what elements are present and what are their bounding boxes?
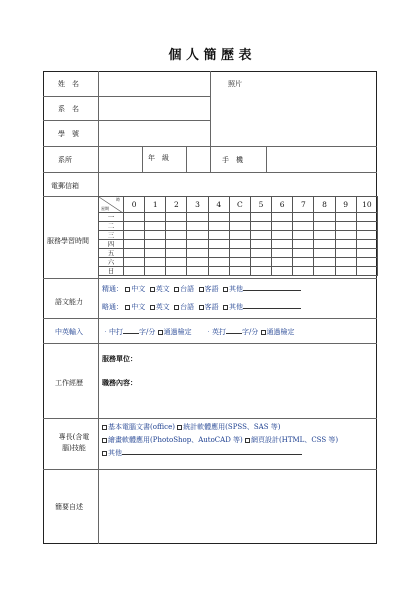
en-unit: 字/分 [241,328,259,336]
checkbox[interactable] [177,425,182,430]
time-cell[interactable] [250,240,271,249]
time-cell[interactable] [145,213,166,222]
time-cell[interactable] [356,249,377,258]
option-label: 中文 [131,303,146,311]
time-cell[interactable] [166,258,187,267]
skill-graphic: 繪畫軟體應用(PhotoShop、AutoCAD 等) [108,436,243,444]
time-cell[interactable] [314,213,335,222]
checkbox[interactable] [102,451,107,456]
time-cell[interactable] [356,231,377,240]
day-label: 六 [99,258,124,267]
time-cell[interactable] [272,249,293,258]
time-cell[interactable] [187,267,208,276]
time-cell[interactable] [314,231,335,240]
time-cell[interactable] [124,213,145,222]
time-cell[interactable] [272,258,293,267]
time-cell[interactable] [293,240,314,249]
checkbox[interactable] [199,287,204,292]
time-cell[interactable] [335,231,356,240]
skills-label-line1: 專長(含電 [58,433,90,441]
time-cell[interactable] [124,240,145,249]
time-cell[interactable] [356,258,377,267]
time-cell[interactable] [124,231,145,240]
time-cell[interactable] [272,240,293,249]
mobile-label: 手 機 [222,156,243,164]
name-label: 姓 名 [58,80,79,88]
time-cell[interactable] [208,258,229,267]
time-cell[interactable] [124,258,145,267]
time-cell[interactable] [335,267,356,276]
hour-header: 9 [335,197,356,213]
hour-header: 10 [356,197,377,213]
time-cell[interactable] [272,213,293,222]
other-skill-blank[interactable] [122,454,302,455]
time-cell[interactable] [335,249,356,258]
class-label: 系所 [58,156,72,164]
time-cell[interactable] [166,231,187,240]
hour-header: 6 [272,197,293,213]
option-label: 台語 [180,303,195,311]
time-cell[interactable] [314,240,335,249]
time-cell[interactable] [314,249,335,258]
time-cell[interactable] [293,267,314,276]
time-cell[interactable] [356,222,377,231]
time-cell[interactable] [166,222,187,231]
time-cell[interactable] [145,222,166,231]
time-cell[interactable] [208,213,229,222]
language-label: 語文能力 [55,298,83,306]
checkbox[interactable] [174,287,179,292]
email-label: 電郵信箱 [51,182,79,190]
time-cell[interactable] [293,222,314,231]
day-label: 二 [99,222,124,231]
checkbox[interactable] [261,330,266,335]
time-cell[interactable] [145,240,166,249]
option-label: 英文 [155,303,170,311]
time-cell[interactable] [208,267,229,276]
department-label: 系 名 [58,105,79,113]
time-cell[interactable] [229,267,250,276]
time-cell[interactable] [272,231,293,240]
fluent-label: 精通： [102,285,123,293]
zh-typing-prefix: ‧中打 [102,328,123,336]
time-cell[interactable] [293,213,314,222]
time-cell[interactable] [166,267,187,276]
checkbox[interactable] [223,305,228,310]
option-label: 中文 [131,285,146,293]
time-cell[interactable] [208,231,229,240]
time-cell[interactable] [250,231,271,240]
time-cell[interactable] [335,213,356,222]
other-blank[interactable] [243,308,301,309]
hour-header: 5 [250,197,271,213]
time-cell[interactable] [187,258,208,267]
time-cell[interactable] [187,240,208,249]
hour-header: 3 [187,197,208,213]
skill-other: 其他 [108,449,122,457]
time-cell[interactable] [293,231,314,240]
time-cell[interactable] [314,267,335,276]
grid-corner [99,197,124,213]
typing-label: 中英輸入 [55,328,83,336]
checkbox[interactable] [102,425,107,430]
hour-header: 8 [314,197,335,213]
work-exp-label: 工作經歷 [55,379,83,387]
en-speed-blank[interactable] [226,333,242,334]
checkbox[interactable] [150,305,155,310]
time-cell[interactable] [229,231,250,240]
typing-row [102,327,295,337]
skills-row-2 [102,435,338,445]
day-label: 一 [99,213,124,222]
time-cell[interactable] [272,222,293,231]
day-label: 五 [99,249,124,258]
time-cell[interactable] [208,240,229,249]
checkbox[interactable] [174,305,179,310]
time-cell[interactable] [187,222,208,231]
language-fluent-row [102,284,301,294]
skill-stats: 統計軟體應用(SPSS、SAS 等) [183,423,281,431]
time-cell[interactable] [166,213,187,222]
hour-header: 1 [145,197,166,213]
language-basic-row [102,302,301,312]
checkbox[interactable] [125,305,130,310]
cert-label: 通過檢定 [266,328,295,336]
time-cell[interactable] [208,249,229,258]
time-cell[interactable] [229,213,250,222]
student-id-label: 學 號 [58,130,79,138]
skill-basic: 基本電腦文書(office) [108,423,175,431]
time-cell[interactable] [124,222,145,231]
photo-label: 照片 [228,80,242,88]
time-cell[interactable] [166,240,187,249]
work-unit-label: 服務單位： [102,354,137,363]
time-cell[interactable] [145,258,166,267]
time-cell[interactable] [293,258,314,267]
checkbox[interactable] [102,438,107,443]
time-cell[interactable] [356,267,377,276]
skills-row-3 [102,448,302,458]
skills-label [52,432,96,454]
option-label: 客語 [204,285,219,293]
corner-top: 時 [116,197,120,202]
option-label: 其他 [229,285,244,293]
day-label: 四 [99,240,124,249]
other-blank[interactable] [243,290,301,291]
skill-web: 網頁設計(HTML、CSS 等) [251,436,339,444]
corner-bottom: 星期 [101,206,109,211]
time-cell[interactable] [250,249,271,258]
time-cell[interactable] [272,267,293,276]
checkbox[interactable] [150,287,155,292]
skills-label-line2: 腦)技能 [62,444,86,452]
work-content-label: 職務內容： [102,378,137,387]
time-cell[interactable] [229,249,250,258]
time-cell[interactable] [229,240,250,249]
en-typing-prefix: ‧英打 [204,328,226,336]
time-cell[interactable] [250,267,271,276]
autobio-label: 簡要自述 [55,503,83,511]
cert-label: 通過檢定 [163,328,192,336]
time-cell[interactable] [208,222,229,231]
service-time-label: 服務學習時間 [47,237,89,245]
option-label: 英文 [155,285,170,293]
time-cell[interactable] [250,222,271,231]
time-cell[interactable] [356,213,377,222]
time-cell[interactable] [335,222,356,231]
service-time-grid [98,196,378,276]
option-label: 其他 [229,303,244,311]
time-cell[interactable] [124,267,145,276]
checkbox[interactable] [223,287,228,292]
checkbox[interactable] [158,330,163,335]
time-cell[interactable] [124,249,145,258]
checkbox[interactable] [125,287,130,292]
hour-header: 7 [293,197,314,213]
basic-label: 略通： [102,303,123,311]
hour-header: 4 [208,197,229,213]
checkbox[interactable] [199,305,204,310]
time-cell[interactable] [145,249,166,258]
checkbox[interactable] [245,438,250,443]
grade-label: 年 級 [148,154,169,162]
hour-header: C [229,197,250,213]
time-cell[interactable] [335,258,356,267]
time-cell[interactable] [314,222,335,231]
time-cell[interactable] [314,258,335,267]
page-title: 個 人 簡 歷 表 [168,48,252,63]
day-label: 三 [99,231,124,240]
time-cell[interactable] [293,249,314,258]
time-cell[interactable] [187,231,208,240]
time-cell[interactable] [250,213,271,222]
time-cell[interactable] [187,213,208,222]
hour-header: 0 [124,197,145,213]
time-cell[interactable] [250,258,271,267]
option-label: 台語 [180,285,195,293]
day-label: 日 [99,267,124,276]
hour-header: 2 [166,197,187,213]
time-cell[interactable] [187,249,208,258]
time-cell[interactable] [356,240,377,249]
time-cell[interactable] [166,249,187,258]
time-cell[interactable] [229,258,250,267]
time-cell[interactable] [145,267,166,276]
zh-speed-blank[interactable] [123,333,139,334]
skills-row-1 [102,422,281,432]
option-label: 客語 [204,303,219,311]
zh-unit: 字/分 [139,328,156,336]
time-cell[interactable] [335,240,356,249]
time-cell[interactable] [229,222,250,231]
time-cell[interactable] [145,231,166,240]
